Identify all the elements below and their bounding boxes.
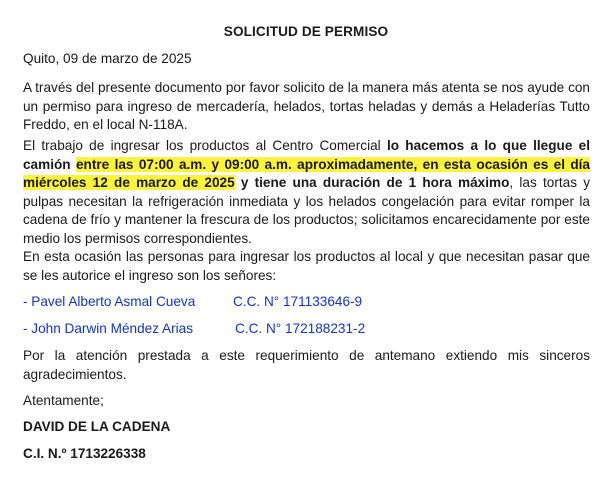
schedule-duration: y tiene una duración de 1 hora máximo bbox=[234, 175, 510, 190]
paragraph-schedule bbox=[23, 137, 590, 248]
person-name: - Pavel Alberto Asmal Cueva bbox=[23, 294, 196, 309]
paragraph-request: A través del presente documento por favor solicito de la manera más atenta se nos ayude con un permiso para ingreso de mercadería, helados, tortas heladas y demás a Heladerías Tutto Freddo, en el local N-118A. bbox=[23, 80, 590, 132]
person-id: C.C. N° 171133646-9 bbox=[233, 294, 363, 309]
schedule-text-intro: El trabajo de ingresar los productos al Centro Comercial bbox=[23, 138, 387, 153]
paragraph-thanks: Por la atención prestada a este requerimiento de antemano extiendo mis sinceros agradecimientos. bbox=[23, 348, 590, 382]
schedule-highlight: entre las 07:00 a.m. y 09:00 a.m. aproximadamente, en esta ocasión es el día miércoles 12 de marzo de 2025 bbox=[23, 156, 590, 190]
schedule-text-bold: lo hacemos a lo que llegue el camión bbox=[23, 138, 590, 172]
person-row bbox=[23, 293, 363, 311]
signer-name: DAVID DE LA CADENA bbox=[23, 419, 171, 434]
person-row bbox=[23, 320, 366, 338]
paragraph-persons-intro: En esta ocasión las personas para ingresar los productos al local y que necesitan pasar que se les autorice el ingreso son los señores: bbox=[23, 249, 590, 283]
closing-text: Atentamente; bbox=[23, 393, 104, 408]
person-name: - John Darwin Méndez Arias bbox=[23, 321, 193, 336]
date-line: Quito, 09 de marzo de 2025 bbox=[23, 51, 192, 66]
schedule-text-rest: , las tortas y pulpas necesitan la refrigeración inmediata y los helados congelación para evitar romper la cadena de frío y mantener la frescura de los productos; solicitamos encarecidamente por este medio los permisos correspondientes. bbox=[23, 175, 590, 246]
document-title: SOLICITUD DE PERMISO bbox=[223, 24, 389, 39]
person-id: C.C. N° 172188231-2 bbox=[235, 321, 366, 336]
signer-ci: C.I. N.º 1713226338 bbox=[23, 446, 146, 461]
